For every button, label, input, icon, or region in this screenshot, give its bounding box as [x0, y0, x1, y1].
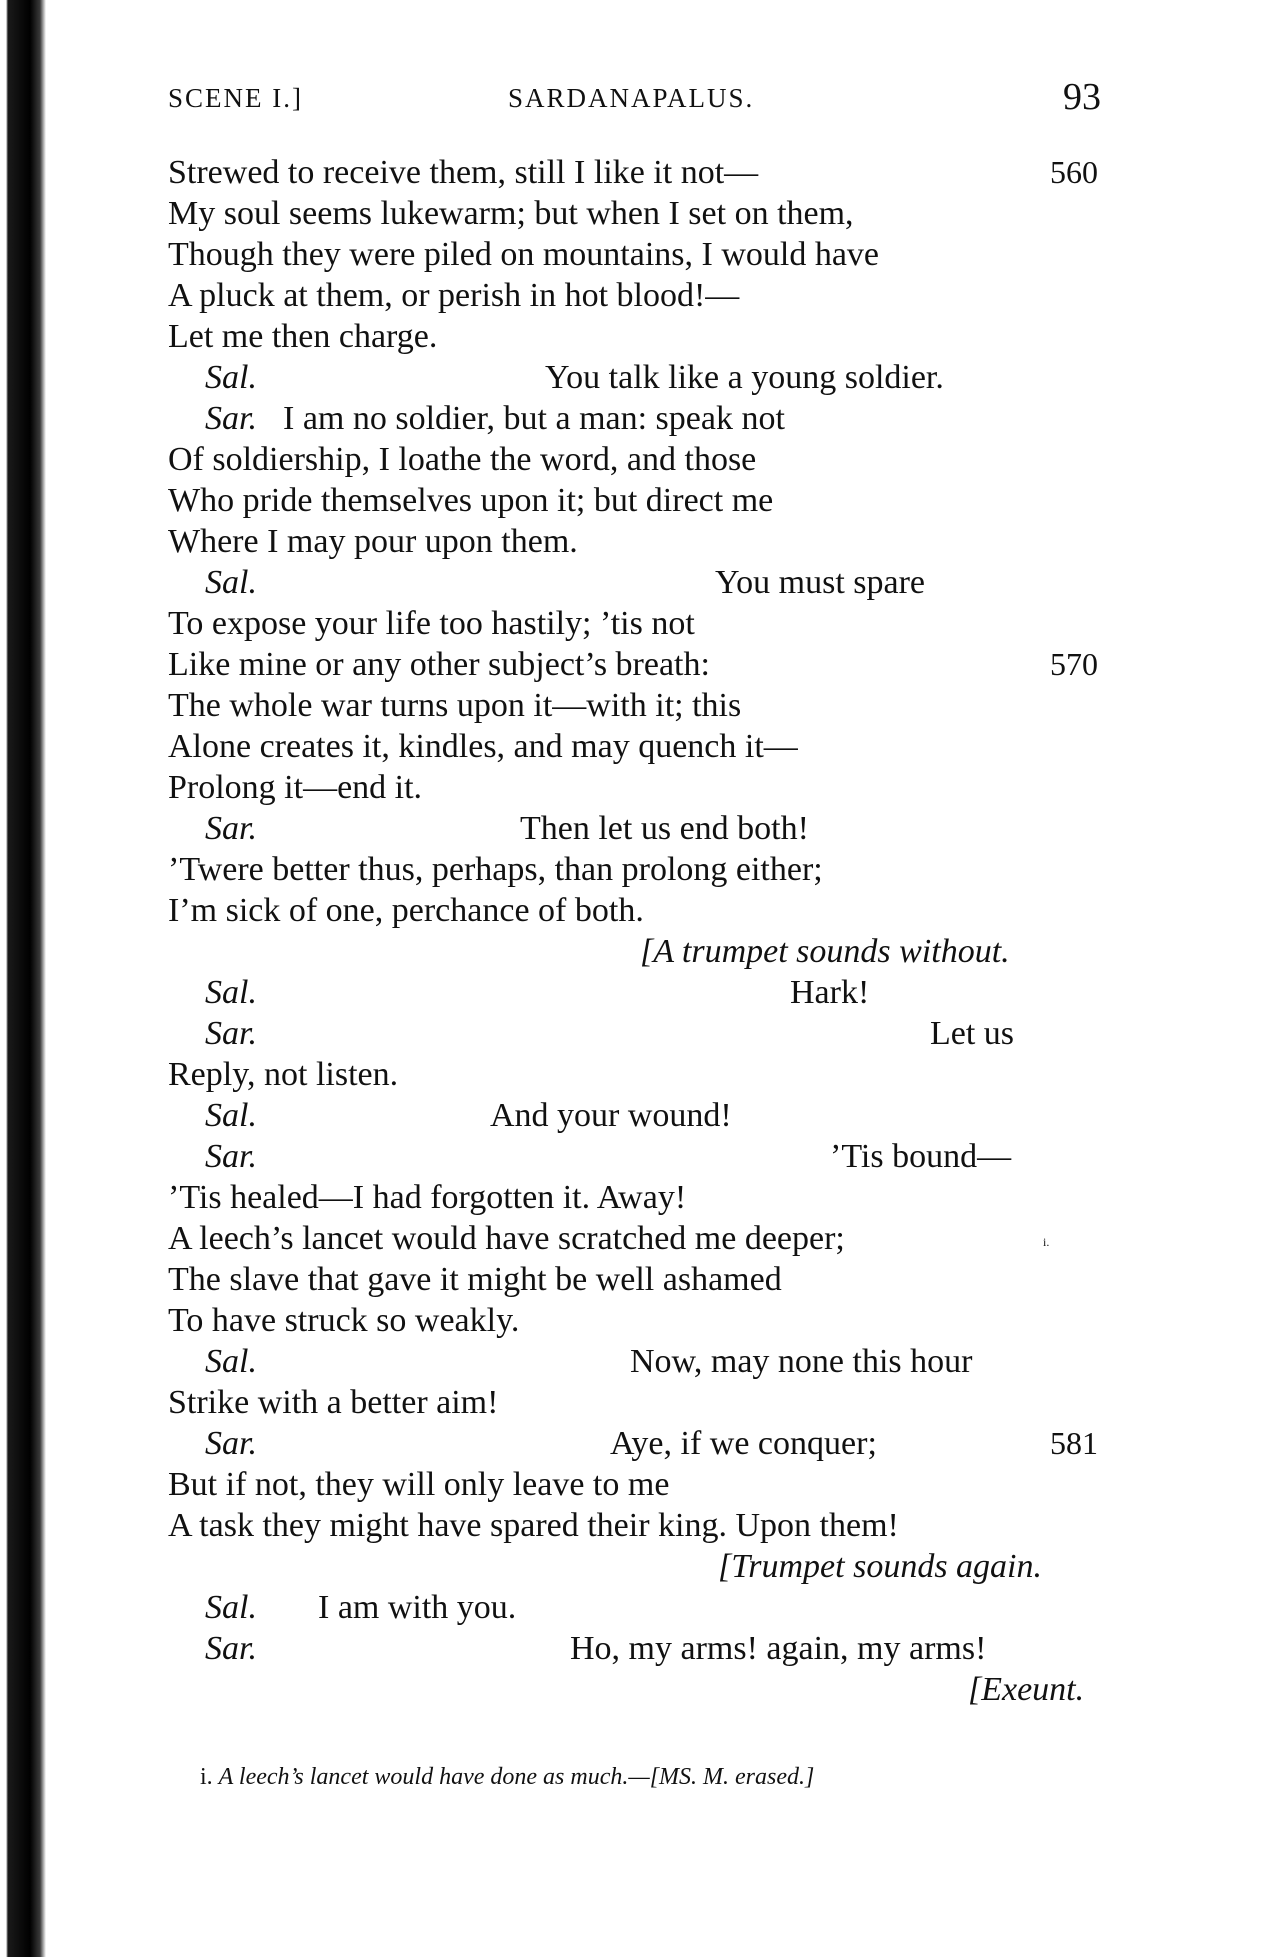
- verse-line: [0, 1095, 1286, 1136]
- line-text: Reply, not listen.: [168, 1056, 399, 1093]
- line-number: 560: [1050, 154, 1098, 190]
- scene-label: SCENE I.]: [168, 83, 303, 113]
- line-text: ’Twere better thus, perhaps, than prolong either;: [168, 851, 823, 888]
- line-text: Like mine or any other subject’s breath:: [168, 646, 710, 683]
- line-text: A pluck at them, or perish in hot blood!—: [168, 277, 740, 314]
- line-number: 581: [1050, 1425, 1098, 1461]
- verse-line: [0, 234, 1286, 275]
- line-text: Now, may none this hour: [630, 1343, 973, 1380]
- verse-line: [0, 1628, 1286, 1669]
- line-text: Hark!: [790, 974, 870, 1011]
- line-text: I am no soldier, but a man: speak not: [283, 400, 785, 437]
- verse-text: [0, 152, 1286, 1710]
- verse-line: [0, 1505, 1286, 1546]
- verse-line: [0, 931, 1286, 972]
- speaker-name: Sar.: [205, 1015, 257, 1052]
- verse-line: [0, 1218, 1286, 1259]
- line-text: To have struck so weakly.: [168, 1302, 520, 1339]
- line-text: Where I may pour upon them.: [168, 523, 578, 560]
- speaker-name: Sal.: [205, 1343, 257, 1380]
- verse-line: [0, 521, 1286, 562]
- speaker-name: Sal.: [205, 564, 257, 601]
- line-text: The whole war turns upon it—with it; this: [168, 687, 742, 724]
- verse-line: [0, 890, 1286, 931]
- line-text: ’Tis bound—: [830, 1138, 1012, 1175]
- line-text: But if not, they will only leave to me: [168, 1466, 670, 1503]
- verse-line: [0, 603, 1286, 644]
- verse-line: [0, 726, 1286, 767]
- line-text: Who pride themselves upon it; but direct me: [168, 482, 774, 519]
- verse-line: [0, 152, 1286, 193]
- line-text: Prolong it—end it.: [168, 769, 423, 806]
- speaker-name: Sar.: [205, 400, 257, 437]
- verse-line: [0, 562, 1286, 603]
- speaker-name: Sal.: [205, 359, 257, 396]
- line-text: Let me then charge.: [168, 318, 438, 355]
- line-text: Though they were piled on mountains, I would have: [168, 236, 880, 273]
- verse-line: [0, 808, 1286, 849]
- verse-line: [0, 685, 1286, 726]
- line-text: Alone creates it, kindles, and may quench it—: [168, 728, 798, 765]
- line-text: Strike with a better aim!: [168, 1384, 499, 1421]
- line-number: 570: [1050, 646, 1098, 682]
- verse-line: [0, 1177, 1286, 1218]
- verse-line: [0, 316, 1286, 357]
- footnote-text: A leech’s lancet would have done as much.—[MS. M. erased.]: [218, 1764, 815, 1790]
- page-number: 93: [1063, 76, 1101, 118]
- line-text: To expose your life too hastily; ’tis not: [168, 605, 695, 642]
- line-text: A task they might have spared their king. Upon them!: [168, 1507, 899, 1544]
- line-text: My soul seems lukewarm; but when I set on them,: [168, 195, 854, 232]
- line-text: Then let us end both!: [520, 810, 809, 847]
- speaker-name: Sar.: [205, 1425, 257, 1462]
- verse-line: [0, 767, 1286, 808]
- play-title: SARDANAPALUS.: [508, 83, 755, 113]
- stage-direction: [Trumpet sounds again.: [718, 1548, 1042, 1585]
- verse-line: [0, 398, 1286, 439]
- running-header: [0, 75, 1286, 125]
- speaker-name: Sar.: [205, 810, 257, 847]
- line-text: ’Tis healed—I had forgotten it. Away!: [168, 1179, 687, 1216]
- verse-line: [0, 1669, 1286, 1710]
- line-text: Aye, if we conquer;: [610, 1425, 877, 1462]
- verse-line: [0, 480, 1286, 521]
- verse-line: [0, 439, 1286, 480]
- line-text: I’m sick of one, perchance of both.: [168, 892, 644, 929]
- verse-line: [0, 849, 1286, 890]
- verse-line: [0, 1464, 1286, 1505]
- verse-line: [0, 275, 1286, 316]
- verse-line: [0, 1341, 1286, 1382]
- speaker-name: Sal.: [205, 1097, 257, 1134]
- verse-line: [0, 1259, 1286, 1300]
- footnote-reference: i.: [1043, 1235, 1050, 1249]
- verse-line: [0, 1546, 1286, 1587]
- footnote-marker: i.: [200, 1764, 213, 1790]
- line-text: Let us: [930, 1015, 1015, 1052]
- footnote: [200, 1764, 814, 1791]
- verse-line: [0, 1136, 1286, 1177]
- speaker-name: Sar.: [205, 1138, 257, 1175]
- verse-line: [0, 1587, 1286, 1628]
- verse-line: [0, 972, 1286, 1013]
- line-text: You must spare: [715, 564, 926, 601]
- line-text: I am with you.: [318, 1589, 517, 1626]
- line-text: A leech’s lancet would have scratched me deeper;: [168, 1220, 845, 1257]
- verse-line: [0, 193, 1286, 234]
- verse-line: [0, 1423, 1286, 1464]
- speaker-name: Sal.: [205, 1589, 257, 1626]
- speaker-name: Sal.: [205, 974, 257, 1011]
- stage-direction: [A trumpet sounds without.: [640, 933, 1010, 970]
- verse-line: [0, 1300, 1286, 1341]
- line-text: Ho, my arms! again, my arms!: [570, 1630, 987, 1667]
- line-text: And your wound!: [490, 1097, 732, 1134]
- verse-line: [0, 1382, 1286, 1423]
- verse-line: [0, 1013, 1286, 1054]
- verse-line: [0, 357, 1286, 398]
- line-text: The slave that gave it might be well ashamed: [168, 1261, 782, 1298]
- line-text: Strewed to receive them, still I like it not—: [168, 154, 759, 191]
- line-text: You talk like a young soldier.: [545, 359, 944, 396]
- verse-line: [0, 1054, 1286, 1095]
- speaker-name: Sar.: [205, 1630, 257, 1667]
- line-text: Of soldiership, I loathe the word, and those: [168, 441, 757, 478]
- stage-direction: [Exeunt.: [968, 1671, 1085, 1708]
- verse-line: [0, 644, 1286, 685]
